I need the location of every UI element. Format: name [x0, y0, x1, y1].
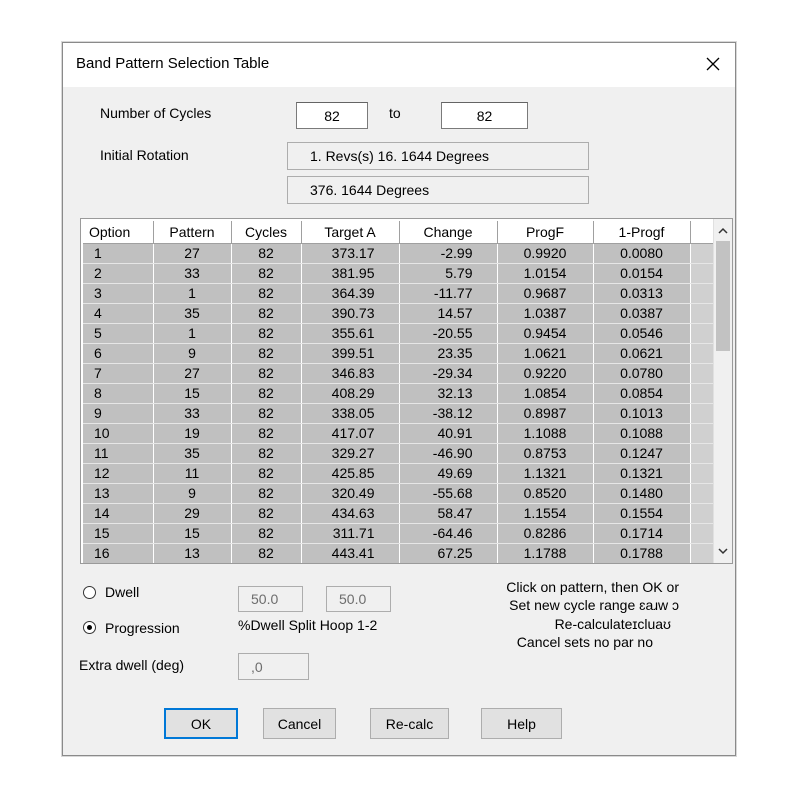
column-header[interactable]: Cycles [231, 221, 301, 243]
column-header[interactable]: Target A [301, 221, 399, 243]
table-cell: 5 [83, 323, 153, 343]
help-button[interactable]: Help [481, 708, 562, 739]
ok-button[interactable]: OK [164, 708, 238, 739]
progression-radio[interactable] [83, 621, 96, 634]
table-cell: 408.29 [301, 383, 399, 403]
table-cell: 355.61 [301, 323, 399, 343]
table-cell: 82 [231, 303, 301, 323]
table-cell: 338.05 [301, 403, 399, 423]
table-row[interactable] [83, 443, 715, 463]
table-cell: 11 [153, 463, 231, 483]
table-cell: 0.0780 [593, 363, 690, 383]
table-cell-filler [690, 443, 715, 463]
table-cell: 1.0854 [497, 383, 593, 403]
cycles-from-input[interactable]: 82 [296, 102, 368, 129]
table-cell: 9 [153, 343, 231, 363]
table-cell: 373.17 [301, 243, 399, 263]
table-cell: 0.0080 [593, 243, 690, 263]
table-cell: 0.0546 [593, 323, 690, 343]
table-cell: 0.9687 [497, 283, 593, 303]
table-cell: 329.27 [301, 443, 399, 463]
table-cell: 1.1321 [497, 463, 593, 483]
table-cell: 6 [83, 343, 153, 363]
table-cell: 49.69 [399, 463, 497, 483]
column-header[interactable]: Change [399, 221, 497, 243]
table-cell: 0.1788 [593, 543, 690, 563]
rotation-degrees-field: 376. 1644 Degrees [287, 176, 589, 204]
table-cell: 35 [153, 303, 231, 323]
progression-label: Progression [105, 620, 180, 636]
table-cell: 425.85 [301, 463, 399, 483]
table-cell: 346.83 [301, 363, 399, 383]
cycles-to-input[interactable]: 82 [441, 102, 528, 129]
table-row[interactable] [83, 383, 715, 403]
table-cell: 1 [153, 283, 231, 303]
table-cell: 29 [153, 503, 231, 523]
table-cell: -20.55 [399, 323, 497, 343]
table-cell: 0.1088 [593, 423, 690, 443]
table-cell: 35 [153, 443, 231, 463]
table-cell: 82 [231, 523, 301, 543]
table-cell: 390.73 [301, 303, 399, 323]
table-cell: 14 [83, 503, 153, 523]
table-row[interactable] [83, 403, 715, 423]
table-cell: 82 [231, 323, 301, 343]
table-row[interactable] [83, 283, 715, 303]
cancel-button[interactable]: Cancel [263, 708, 336, 739]
rotation-revs-field: 1. Revs(s) 16. 1644 Degrees [287, 142, 589, 170]
table-cell: 0.1013 [593, 403, 690, 423]
table-row[interactable] [83, 483, 715, 503]
table-cell: 0.9454 [497, 323, 593, 343]
table-cell: 82 [231, 503, 301, 523]
table-row[interactable] [83, 323, 715, 343]
table-cell: -38.12 [399, 403, 497, 423]
table-cell: 1.1788 [497, 543, 593, 563]
table-cell: 311.71 [301, 523, 399, 543]
table-cell: 82 [231, 483, 301, 503]
table-cell: 1.1088 [497, 423, 593, 443]
chevron-down-icon [718, 548, 728, 555]
cycles-label: Number of Cycles [100, 105, 212, 121]
table-cell-filler [690, 263, 715, 283]
table-cell: 32.13 [399, 383, 497, 403]
table-cell: 82 [231, 463, 301, 483]
column-header[interactable]: ProgF [497, 221, 593, 243]
chevron-up-icon [718, 227, 728, 234]
instruction-line: Re-calculateɪcluaʊ [554, 616, 671, 632]
table-cell: 58.47 [399, 503, 497, 523]
table-cell: 23.35 [399, 343, 497, 363]
extra-dwell-input[interactable]: ,0 [238, 653, 309, 680]
table-cell-filler [690, 403, 715, 423]
dwell-radio[interactable] [83, 586, 96, 599]
table-cell: 4 [83, 303, 153, 323]
table-cell: 82 [231, 343, 301, 363]
table-cell: 15 [153, 523, 231, 543]
scroll-up-button[interactable] [714, 221, 732, 239]
table-cell-filler [690, 343, 715, 363]
instruction-line: Click on pattern, then OK or [506, 579, 679, 595]
table-cell: -55.68 [399, 483, 497, 503]
recalc-button[interactable]: Re-calc [370, 708, 449, 739]
table-cell: 434.63 [301, 503, 399, 523]
table-row[interactable] [83, 343, 715, 363]
table-cell: 3 [83, 283, 153, 303]
table-cell: 0.1714 [593, 523, 690, 543]
table-cell: 10 [83, 423, 153, 443]
table-row[interactable] [83, 363, 715, 383]
table-cell-filler [690, 463, 715, 483]
table-cell: 82 [231, 543, 301, 563]
table-cell-filler [690, 323, 715, 343]
extra-dwell-label: Extra dwell (deg) [79, 657, 185, 673]
table-row[interactable] [83, 523, 715, 543]
table-cell: 1 [83, 243, 153, 263]
table-cell: 15 [153, 383, 231, 403]
table-cell: 27 [153, 243, 231, 263]
table-cell: 443.41 [301, 543, 399, 563]
table-cell: -46.90 [399, 443, 497, 463]
table-cell: 82 [231, 243, 301, 263]
column-header-filler [690, 221, 715, 243]
table-cell: 381.95 [301, 263, 399, 283]
table-cell-filler [690, 303, 715, 323]
table-cell: 82 [231, 423, 301, 443]
pattern-grid [83, 221, 715, 564]
table-row[interactable] [83, 303, 715, 323]
table-cell-filler [690, 363, 715, 383]
table-cell: 82 [231, 443, 301, 463]
table-cell: 1.1554 [497, 503, 593, 523]
table-cell: 0.8286 [497, 523, 593, 543]
table-cell: 40.91 [399, 423, 497, 443]
table-cell: 8 [83, 383, 153, 403]
table-cell: 0.1247 [593, 443, 690, 463]
table-header [83, 221, 715, 243]
table-cell: 82 [231, 403, 301, 423]
table-cell: 0.0621 [593, 343, 690, 363]
table-cell: 0.1480 [593, 483, 690, 503]
table-cell: 364.39 [301, 283, 399, 303]
instruction-line: Cancel sets no par no [516, 634, 653, 650]
table-cell: -11.77 [399, 283, 497, 303]
table-cell: 417.07 [301, 423, 399, 443]
table-cell: 13 [153, 543, 231, 563]
table-cell: 1 [153, 323, 231, 343]
table-cell: 0.0154 [593, 263, 690, 283]
table-cell-filler [690, 503, 715, 523]
table-cell: 0.8753 [497, 443, 593, 463]
table-cell: 0.9920 [497, 243, 593, 263]
table-row[interactable] [83, 463, 715, 483]
table-cell-filler [690, 543, 715, 563]
vertical-scrollbar[interactable] [713, 219, 732, 563]
table-cell: 0.1554 [593, 503, 690, 523]
table-cell: 82 [231, 383, 301, 403]
table-cell: 82 [231, 263, 301, 283]
table-cell: 33 [153, 263, 231, 283]
table-row[interactable] [83, 263, 715, 283]
table-cell: 11 [83, 443, 153, 463]
table-cell: 0.0387 [593, 303, 690, 323]
table-cell: 2 [83, 263, 153, 283]
table-row[interactable] [83, 243, 715, 263]
table-cell-filler [690, 383, 715, 403]
table-cell: 9 [83, 403, 153, 423]
table-cell: 0.9220 [497, 363, 593, 383]
table-cell: -64.46 [399, 523, 497, 543]
table-row[interactable] [83, 423, 715, 443]
band-pattern-dialog [62, 42, 736, 756]
table-row[interactable] [83, 543, 715, 563]
window-title: Band Pattern Selection Table [76, 55, 270, 72]
table-row[interactable] [83, 503, 715, 523]
table-cell: 0.8987 [497, 403, 593, 423]
table-cell-filler [690, 283, 715, 303]
column-header[interactable]: Option [83, 221, 153, 243]
table-cell: 0.0854 [593, 383, 690, 403]
table-cell: 16 [83, 543, 153, 563]
table-cell: 320.49 [301, 483, 399, 503]
table-cell: 0.8520 [497, 483, 593, 503]
column-header[interactable]: 1-Progf [593, 221, 690, 243]
dwell-split-label: %Dwell Split Hoop 1-2 [238, 617, 378, 633]
table-cell: 27 [153, 363, 231, 383]
table-cell-filler [690, 243, 715, 263]
table-cell: 1.0621 [497, 343, 593, 363]
table-cell: 1.0154 [497, 263, 593, 283]
table-cell: 82 [231, 283, 301, 303]
table-cell-filler [690, 483, 715, 503]
pattern-table[interactable] [80, 218, 733, 564]
table-cell: 82 [231, 363, 301, 383]
table-cell: 67.25 [399, 543, 497, 563]
scroll-down-button[interactable] [714, 542, 732, 560]
table-cell-filler [690, 423, 715, 443]
table-cell: 7 [83, 363, 153, 383]
table-cell: 19 [153, 423, 231, 443]
table-cell: 33 [153, 403, 231, 423]
table-cell: 0.0313 [593, 283, 690, 303]
table-cell: 12 [83, 463, 153, 483]
table-body [83, 243, 715, 563]
table-cell: 9 [153, 483, 231, 503]
table-cell: 13 [83, 483, 153, 503]
rotation-label: Initial Rotation [100, 147, 189, 163]
table-cell: 1.0387 [497, 303, 593, 323]
table-cell: 399.51 [301, 343, 399, 363]
table-cell: 15 [83, 523, 153, 543]
table-cell: -2.99 [399, 243, 497, 263]
close-icon [705, 56, 721, 72]
table-cell: -29.34 [399, 363, 497, 383]
column-header[interactable]: Pattern [153, 221, 231, 243]
dwell-label: Dwell [105, 584, 140, 600]
scroll-thumb[interactable] [716, 241, 730, 351]
dwell-split-hoop2-input[interactable]: 50.0 [326, 586, 391, 612]
cycles-to-label: to [389, 105, 401, 121]
dwell-split-hoop1-input[interactable]: 50.0 [238, 586, 303, 612]
instruction-line: Set new cycle range ɛaɹw ɔ [509, 597, 679, 613]
title-bar [63, 43, 735, 87]
table-cell: 0.1321 [593, 463, 690, 483]
table-cell: 14.57 [399, 303, 497, 323]
table-cell: 5.79 [399, 263, 497, 283]
table-cell-filler [690, 523, 715, 543]
close-button[interactable] [697, 49, 729, 79]
